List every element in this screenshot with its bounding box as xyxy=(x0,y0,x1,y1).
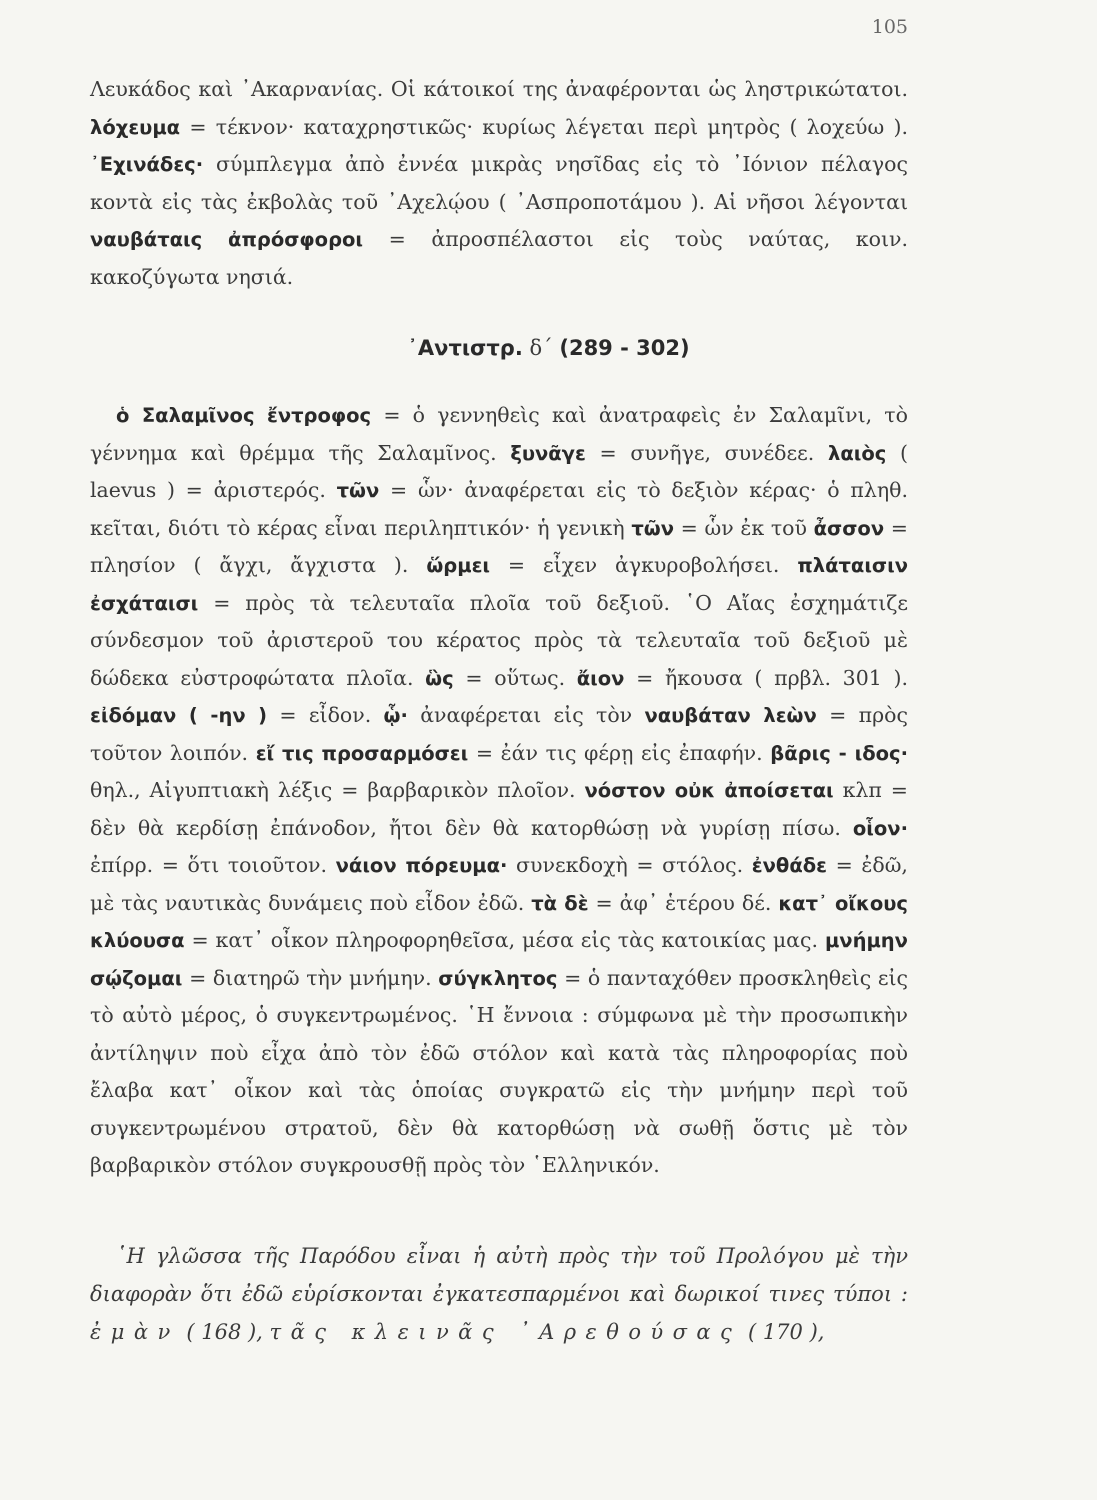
spaced-form: τᾶς κλεινᾶς ᾿Αρεθούσας xyxy=(269,1320,742,1344)
paragraph-commentary-2 xyxy=(90,397,908,1185)
text: = ὧν· ἀναφέρεται εἰς τὸ δεξιὸν κέρας· ὁ πληθ. κεῖται, διότι τὸ κέρας εἶναι περιληπτικόν· ἡ γενικὴ xyxy=(90,478,908,540)
lemma: ναυβάταις ἀπρόσφοροι xyxy=(90,228,364,251)
text: κλπ = δὲν θὰ κερδίσῃ ἐπάνοδον, ἤτοι δὲν θὰ κατορθώσῃ νὰ γυρίσῃ πίσω. xyxy=(90,778,908,840)
lemma: ᾿Εχινάδες· xyxy=(90,153,204,176)
text: ( 168 ), xyxy=(186,1320,263,1344)
text: = συνῆγε, συνέδεε. xyxy=(599,440,815,465)
lemma: ὥρμει xyxy=(426,554,491,577)
lemma: οἷον· xyxy=(852,816,908,840)
text: ( 170 ), xyxy=(747,1320,825,1344)
lemma: ᾧ· xyxy=(383,704,408,727)
text: = κατ᾿ οἶκον πληροφορηθεῖσα, μέσα εἰς τὰς κατοικίας μας. xyxy=(191,928,819,952)
section-heading xyxy=(0,336,1097,360)
text: ( laevus ) = ἀριστερός. xyxy=(90,440,908,502)
text: = οὕτως. xyxy=(465,665,566,690)
paragraph-dialect-note xyxy=(90,1237,908,1351)
lemma: εἴ τις προσαρμόσει xyxy=(255,741,469,765)
text: = ὁ πανταχόθεν προσκληθεὶς εἰς τὸ αὐτὸ μέρος, ὁ συγκεντρωμένος. ῾Η ἔννοια : σύμφωνα μὲ τὴν προσωπικὴν ἀντίληψιν ποὺ εἶχα ἀπὸ τὸν ἐδῶ στόλον καὶ κατὰ τὰς πληροφορίας ποὺ ἔλαβα κατ᾿ οἶκον καὶ τὰς ὁποίας συγκρατῶ εἰς τὴν μνήμην περὶ τοῦ συγκεντρωμένου στρατοῦ, δὲν θὰ κατορθώσῃ νὰ σωθῇ ὅστις μὲ τὸν βαρβαρικὸν στόλον συγκρουσθῇ πρὸς τὸν ῾Ελληνικόν. xyxy=(90,965,908,1177)
heading-label: ᾿Αντιστρ. xyxy=(407,336,523,360)
text: Λευκάδος καὶ ᾿Ακαρνανίας. Οἱ κάτοικοί της ἀναφέρονται ὡς ληστρικώτατοι. xyxy=(90,77,908,101)
text: = τέκνον· καταχρηστικῶς· κυρίως λέγεται περὶ μητρὸς ( λοχεύω ). xyxy=(189,114,908,139)
lemma: ναυβάταν λεὼν xyxy=(644,704,817,727)
text: = εἶχεν ἀγκυροβολήσει. xyxy=(507,553,780,577)
text: σύμπλεγμα ἀπὸ ἐννέα μικρὰς νησῖδας εἰς τὸ ᾿Ιόνιον πέλαγος κοντὰ εἰς τὰς ἐκβολὰς τοῦ ᾿Αχελῴου ( ᾿Ασπροποτάμου ). Αἱ νῆσοι λέγονται xyxy=(90,152,908,214)
lemma: ὣς xyxy=(425,666,454,690)
text: = ἀφ᾿ ἑτέρου δέ. xyxy=(595,890,772,915)
text: = ἐάν τις φέρῃ εἰς ἐπαφήν. xyxy=(475,740,763,765)
lemma: νόστον οὐκ ἀποίσεται xyxy=(584,779,834,802)
paragraph-commentary-1 xyxy=(90,71,908,296)
text: ἀναφέρεται εἰς τὸν xyxy=(420,703,633,727)
lemma: λαιὸς xyxy=(827,441,887,465)
lemma: μνήμην σῴζομαι xyxy=(90,929,908,990)
lemma: τῶν xyxy=(631,516,674,540)
lemma: εἰδόμαν ( -ην ) xyxy=(90,704,268,727)
page-number: 105 xyxy=(871,16,908,38)
lemma: ἆσσον xyxy=(813,516,885,540)
heading-range: (289 - 302) xyxy=(559,336,690,360)
text: = ἤκουσα ( πρβλ. 301 ). xyxy=(636,665,908,690)
text: = ἀπροσπέλαστοι εἰς τοὺς ναύτας, κοιν. κακοζύγωτα νησιά. xyxy=(90,227,908,289)
lemma: σύγκλητος xyxy=(438,966,558,990)
text: = διατηρῶ τὴν μνήμην. xyxy=(189,965,432,990)
text: = ὧν ἐκ τοῦ xyxy=(680,515,807,540)
lemma: βᾶρις - ιδος· xyxy=(770,741,908,765)
lemma: κατ᾿ οἴκους κλύουσα xyxy=(90,891,908,952)
text: = ὁ γεννηθεὶς καὶ ἀνατραφεὶς ἐν Σαλαμῖνι, τὸ γέννημα καὶ θρέμμα τῆς Σαλαμῖνος. xyxy=(90,403,908,465)
spaced-form: ἐμὰν xyxy=(90,1320,180,1344)
lemma: ὁ Σαλαμῖνος ἔντροφος xyxy=(116,404,372,427)
lemma: πλάταισιν ἐσχάταισι xyxy=(90,554,908,615)
heading-number: δ΄ xyxy=(529,336,553,360)
lemma: τὰ δὲ xyxy=(531,891,589,915)
text: = εἶδον. xyxy=(279,703,372,727)
lemma: τῶν xyxy=(336,479,380,502)
text: = ἐδῶ, μὲ τὰς ναυτικὰς δυνάμεις ποὺ εἶδον ἐδῶ. xyxy=(90,853,908,915)
text: ῾Η γλῶσσα τῆς Παρόδου εἶναι ἡ αὐτὴ πρὸς τὴν τοῦ Προλόγου μὲ τὴν διαφορὰν ὅτι ἐδῶ εὑρίσκονται ἐγκατεσπαρμένοι καὶ δωρικοί τινες τύποι : xyxy=(90,1244,908,1306)
lemma: ἄιον xyxy=(576,666,625,690)
lemma: λόχευμα xyxy=(90,115,181,139)
text: = πρὸς τοῦτον λοιπόν. xyxy=(90,703,908,765)
text: = πρὸς τὰ τελευταῖα πλοῖα τοῦ δεξιοῦ. ῾Ο Αἴας ἐσχημάτιζε σύνδεσμον τοῦ ἀριστεροῦ του κέρατος πρὸς τὰ τελευταῖα τοῦ δεξιοῦ μὲ δώδεκα εὐστροφώτατα πλοῖα. xyxy=(90,590,908,690)
lemma: ξυνᾶγε xyxy=(510,441,586,465)
text: = πλησίον ( ἄγχι, ἄγχιστα ). xyxy=(90,515,908,577)
text: συνεκδοχὴ = στόλος. xyxy=(516,853,744,877)
lemma: νάιον πόρευμα· xyxy=(335,854,508,877)
text: ἐπίρρ. = ὅτι τοιοῦτον. xyxy=(90,853,328,877)
lemma: ἐνθάδε xyxy=(751,854,827,877)
text: θηλ., Αἰγυπτιακὴ λέξις = βαρβαρικὸν πλοῖον. xyxy=(90,778,576,802)
